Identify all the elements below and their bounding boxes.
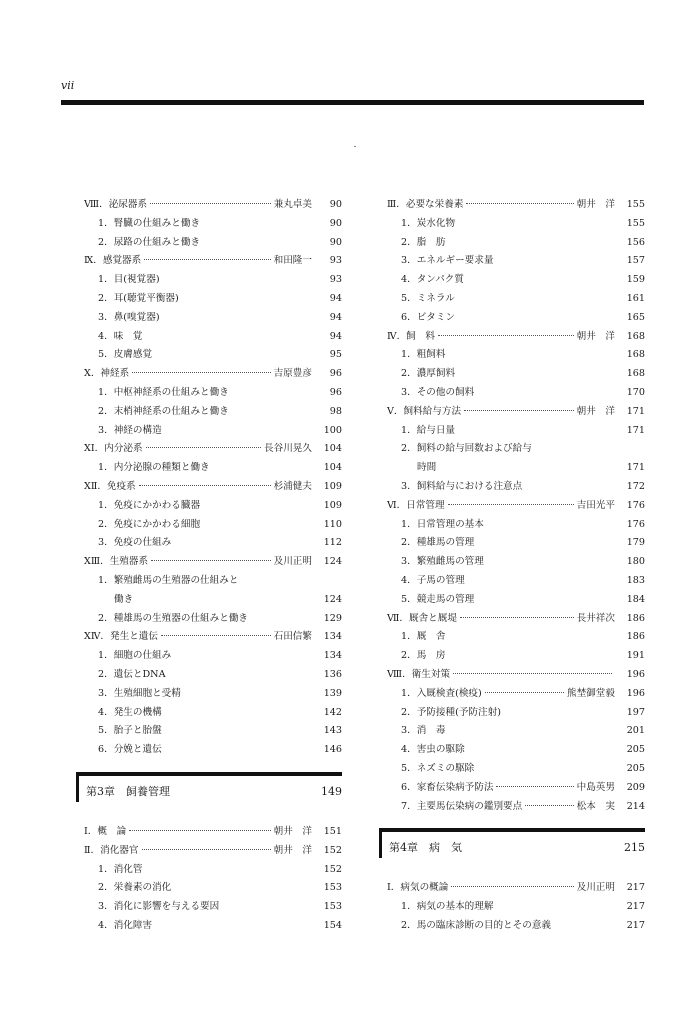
toc-entry-page: 134 (323, 650, 342, 662)
toc-entry-page: 191 (626, 650, 645, 662)
toc-item[interactable] (379, 365, 645, 384)
toc-item[interactable] (76, 647, 342, 666)
toc-entry-page: 90 (329, 217, 342, 229)
toc-item[interactable] (76, 610, 342, 629)
toc-entry-page: 153 (323, 882, 342, 894)
toc-item[interactable] (379, 898, 645, 917)
toc-entry-label: Ⅷ．泌尿器系 (84, 199, 148, 210)
toc-item[interactable] (379, 917, 645, 936)
toc-entry-label: 4．消化障害 (98, 919, 153, 931)
toc-entry-label: 7．主要馬伝染病の鑑別要点 (401, 800, 523, 812)
toc-item[interactable] (76, 685, 342, 704)
toc-entry-label: 2．馬の臨床診断の目的とその意義 (401, 919, 552, 931)
toc-entry-page: 168 (626, 349, 645, 361)
toc-entry-label: 1．腎臓の仕組みと働き (98, 217, 201, 229)
leader-dots (150, 203, 271, 204)
toc-section[interactable] (76, 252, 342, 271)
toc-item[interactable] (379, 553, 645, 572)
toc-section[interactable] (76, 823, 342, 842)
toc-entry-page: 196 (626, 687, 645, 699)
toc-item[interactable] (379, 384, 645, 403)
leader-dots (146, 447, 261, 448)
toc-entry-author: 及川正明 (576, 882, 615, 894)
toc-right-column (379, 196, 645, 936)
toc-entry-page: 172 (626, 480, 645, 492)
toc-entry-author: 及川正明 (273, 556, 312, 568)
chapter-rule (76, 772, 342, 776)
toc-item[interactable] (76, 861, 342, 880)
toc-entry-page: 155 (626, 217, 645, 229)
toc-entry-page: 165 (626, 311, 645, 323)
toc-item[interactable] (379, 234, 645, 253)
toc-entry-author: 吉原豊彦 (273, 368, 312, 380)
toc-entry-page: 96 (329, 368, 342, 380)
toc-entry-page: 143 (323, 725, 342, 737)
toc-entry-author: 熊埜御堂毅 (567, 687, 615, 699)
toc-entry-label: 1．入厩検査(検疫) (401, 687, 482, 699)
leader-dots (129, 830, 270, 831)
toc-item[interactable] (379, 591, 645, 610)
toc-entry-page: 153 (323, 901, 342, 913)
leader-dots (161, 635, 271, 636)
toc-entry-label: 4．害虫の駆除 (401, 744, 465, 756)
toc-entry-page: 217 (626, 919, 645, 931)
toc-entry-page: 112 (323, 537, 342, 549)
toc-item[interactable] (379, 704, 645, 723)
toc-entry-label: 5．ミネラル (401, 292, 455, 304)
toc-entry-page: 94 (329, 292, 342, 304)
leader-dots (142, 849, 271, 850)
toc-section[interactable] (379, 497, 645, 516)
leader-dots (139, 485, 271, 486)
toc-entry-author: 杉浦健夫 (273, 480, 312, 492)
toc-section[interactable] (379, 610, 645, 629)
toc-entry-page: 217 (626, 901, 645, 913)
toc-entry-label: 5．ネズミの駆除 (401, 762, 475, 774)
toc-item[interactable] (76, 741, 342, 760)
toc-section[interactable] (379, 879, 645, 898)
toc-entry-page: 179 (626, 537, 645, 549)
toc-entry-page: 168 (626, 368, 645, 380)
chapter-rule (379, 828, 645, 832)
toc-entry-page: 90 (329, 199, 342, 210)
toc-item[interactable] (76, 516, 342, 535)
toc-section[interactable] (76, 478, 342, 497)
toc-entry-page: 104 (323, 462, 342, 474)
toc-entry-label: 時間 (417, 462, 437, 474)
toc-entry-author: 朝井 洋 (273, 844, 312, 856)
toc-entry-label: Ⅹ．神経系 (84, 368, 130, 380)
toc-entry-page: 157 (626, 255, 645, 267)
toc-item[interactable] (76, 328, 342, 347)
toc-entry-label: 3．鼻(嗅覚器) (98, 311, 160, 323)
toc-entry-page: 104 (323, 443, 342, 455)
leader-dots (525, 805, 573, 806)
toc-item[interactable] (76, 497, 342, 516)
leader-dots (448, 504, 574, 505)
toc-entry-page: 168 (626, 330, 645, 342)
toc-entry-label: Ⅵ．日常管理 (387, 499, 445, 511)
toc-entry-label: 6．ビタミン (401, 311, 456, 323)
toc-item[interactable] (379, 779, 645, 798)
toc-item[interactable] (379, 215, 645, 234)
chapter-heading (76, 764, 342, 816)
toc-item[interactable] (76, 346, 342, 365)
toc-entry-page: 176 (626, 518, 645, 530)
toc-section[interactable] (379, 403, 645, 422)
toc-section[interactable] (76, 365, 342, 384)
toc-entry-label: 2．予防接種(予防注射) (401, 706, 501, 718)
toc-entry-page: 100 (323, 424, 342, 436)
toc-entry-page: 161 (626, 292, 645, 304)
toc-entry-label: 1．厩 舎 (401, 631, 446, 643)
toc-item[interactable] (379, 422, 645, 441)
toc-entry-label: 1．病気の基本的理解 (401, 901, 494, 913)
toc-entry-label: 2．飼料の給与回数および給与 (401, 443, 532, 455)
toc-item[interactable] (76, 271, 342, 290)
toc-section[interactable] (379, 666, 645, 685)
toc-entry-author: 朝井 洋 (576, 405, 615, 417)
leader-dots (496, 786, 573, 787)
toc-entry-author: 吉田光平 (576, 499, 615, 511)
toc-entry-label: 2．尿路の仕組みと働き (98, 236, 201, 248)
toc-entry-author: 松本 実 (576, 800, 615, 812)
toc-entry-page: 197 (626, 706, 645, 718)
toc-entry-label: Ⅳ．飼 料 (387, 330, 435, 342)
toc-entry-label: 1．炭水化物 (401, 217, 456, 229)
toc-entry-author: 兼丸卓美 (273, 199, 312, 210)
toc-entry-page: 124 (323, 593, 342, 605)
toc-entry-page: 96 (329, 386, 342, 398)
toc-entry-label: Ⅰ．病気の概論 (387, 882, 449, 894)
toc-entry-label: 3．消 毒 (401, 725, 446, 737)
toc-section[interactable] (76, 628, 342, 647)
toc-entry-label: 4．子馬の管理 (401, 574, 465, 586)
page-number: ⅶ (61, 79, 75, 92)
toc-entry-label: 3．エネルギー要求量 (401, 255, 494, 267)
toc-entry-label: 2．種雄馬の生殖器の仕組みと働き (98, 612, 249, 624)
toc-item[interactable] (76, 403, 342, 422)
toc-item[interactable] (76, 290, 342, 309)
toc-entry-label: 2．遺伝とDNA (98, 668, 166, 680)
toc-entry-page: 110 (323, 518, 342, 530)
toc-entry-label: ⅩⅢ．生殖器系 (84, 556, 149, 568)
chapter-page: 215 (624, 841, 645, 855)
chapter-side-rule (379, 828, 382, 858)
toc-item[interactable] (379, 685, 645, 704)
toc-entry-page: 109 (323, 480, 342, 492)
toc-entry-page: 94 (329, 311, 342, 323)
toc-entry-page: 205 (626, 744, 645, 756)
toc-entry-page: 93 (329, 274, 342, 286)
toc-entry-label: Ⅸ．感覚器系 (84, 255, 142, 267)
toc-entry-page: 136 (323, 668, 342, 680)
leader-dots (451, 886, 573, 887)
toc-item[interactable] (379, 252, 645, 271)
toc-item[interactable] (76, 591, 342, 610)
toc-entry-label: 2．栄養素の消化 (98, 882, 172, 894)
toc-entry-label: 6．分娩と遺伝 (98, 744, 162, 756)
toc-item[interactable] (76, 422, 342, 441)
leader-dots (464, 410, 574, 411)
toc-entry-label: 1．粗飼料 (401, 349, 446, 361)
toc-entry-page: 184 (626, 593, 645, 605)
toc-entry-label: 4．タンパク質 (401, 274, 464, 286)
toc-item[interactable] (379, 647, 645, 666)
toc-entry-label: 4．味 覚 (98, 330, 143, 342)
chapter-title: 第3章 飼養管理 (86, 784, 170, 798)
header-rule (61, 100, 644, 105)
toc-entry-label: 3．飼料給与における注意点 (401, 480, 523, 492)
toc-item[interactable] (76, 666, 342, 685)
toc-entry-label: 1．免疫にかかわる臓器 (98, 499, 201, 511)
toc-entry-page: 186 (626, 631, 645, 643)
toc-entry-page: 214 (626, 800, 645, 812)
toc-entry-page: 98 (329, 405, 342, 417)
toc-entry-author: 朝井 洋 (576, 199, 615, 210)
leader-dots (151, 560, 271, 561)
toc-section[interactable] (76, 196, 342, 215)
toc-entry-page: 152 (323, 863, 342, 875)
toc-entry-page: 176 (626, 499, 645, 511)
toc-entry-label: Ⅴ．飼料給与方法 (387, 405, 462, 417)
toc-item[interactable] (76, 898, 342, 917)
toc-item[interactable] (76, 917, 342, 936)
toc-entry-page: 142 (323, 706, 342, 718)
toc-item[interactable] (379, 741, 645, 760)
toc-entry-page: 171 (626, 405, 645, 417)
toc-entry-label: 2．耳(聴覚平衡器) (98, 292, 179, 304)
toc-entry-label: Ⅲ．必要な栄養素 (387, 199, 464, 210)
toc-item[interactable] (379, 440, 645, 459)
toc-item[interactable] (379, 346, 645, 365)
toc-entry-page: 124 (323, 556, 342, 568)
leader-dots (453, 673, 612, 674)
toc-entry-page: 90 (329, 236, 342, 248)
toc-item[interactable] (379, 760, 645, 779)
toc-entry-label: 3．生殖細胞と受精 (98, 687, 181, 699)
toc-entry-label: 1．給与日量 (401, 424, 456, 436)
toc-entry-author: 朝井 洋 (576, 330, 615, 342)
toc-entry-page: 146 (323, 744, 342, 756)
toc-entry-label: 3．免疫の仕組み (98, 537, 172, 549)
toc-entry-label: 5．胎子と胎盤 (98, 725, 162, 737)
toc-item[interactable] (379, 459, 645, 478)
printer-mark (354, 146, 356, 147)
toc-entry-label: 1．内分泌腺の種類と働き (98, 462, 210, 474)
toc-item[interactable] (379, 722, 645, 741)
toc-entry-label: ⅩⅣ．発生と遺伝 (84, 631, 158, 643)
chapter-title: 第4章 病 気 (389, 841, 462, 855)
toc-item[interactable] (76, 234, 342, 253)
toc-entry-label: 1．中枢神経系の仕組みと働き (98, 386, 229, 398)
toc-item[interactable] (379, 628, 645, 647)
toc-entry-label: 2．濃厚飼料 (401, 368, 456, 380)
toc-item[interactable] (379, 798, 645, 817)
toc-entry-author: 石田信繁 (273, 631, 312, 643)
toc-left-column (76, 196, 342, 936)
toc-entry-author: 和田隆一 (273, 255, 312, 267)
toc-item[interactable] (76, 215, 342, 234)
toc-entry-label: 1．消化管 (98, 863, 143, 875)
toc-entry-page: 156 (626, 236, 645, 248)
toc-item[interactable] (379, 572, 645, 591)
toc-entry-label: Ⅶ．厩舎と厩堤 (387, 612, 457, 624)
toc-entry-label: 5．競走馬の管理 (401, 593, 475, 605)
toc-entry-page: 205 (626, 762, 645, 774)
toc-entry-label: ⅩⅡ．免疫系 (84, 480, 136, 492)
toc-entry-page: 129 (323, 612, 342, 624)
leader-dots (460, 617, 574, 618)
toc-entry-page: 94 (329, 330, 342, 342)
toc-entry-page: 180 (626, 556, 645, 568)
toc-entry-label: 1．細胞の仕組み (98, 650, 172, 662)
toc-entry-label: 1．目(視覚器) (98, 274, 160, 286)
toc-item[interactable] (379, 516, 645, 535)
toc-section[interactable] (76, 553, 342, 572)
toc-entry-label: Ⅱ．消化器官 (84, 844, 139, 856)
chapter-heading (379, 820, 645, 872)
toc-entry-page: 95 (329, 349, 342, 361)
toc-entry-label: 2．馬 房 (401, 650, 446, 662)
toc-entry-page: 170 (626, 386, 645, 398)
toc-entry-page: 154 (323, 919, 342, 931)
toc-entry-author: 中島英男 (576, 781, 615, 793)
toc-entry-page: 139 (323, 687, 342, 699)
leader-dots (132, 372, 270, 373)
toc-entry-author: 朝井 洋 (273, 825, 312, 837)
leader-dots (466, 203, 573, 204)
leader-dots (144, 259, 270, 260)
toc-entry-label: Ⅰ．概 論 (84, 825, 127, 837)
toc-entry-label: 1．日常管理の基本 (401, 518, 484, 530)
toc-entry-label: Ⅷ．衛生対策 (387, 668, 451, 680)
toc-entry-label: 2．免疫にかかわる細胞 (98, 518, 201, 530)
toc-item[interactable] (76, 722, 342, 741)
toc-item[interactable] (76, 459, 342, 478)
toc-entry-page: 155 (626, 199, 645, 210)
toc-entry-label: 2．末梢神経系の仕組みと働き (98, 405, 229, 417)
toc-entry-page: 109 (323, 499, 342, 511)
toc-item[interactable] (379, 534, 645, 553)
toc-entry-page: 196 (626, 668, 645, 680)
toc-entry-page: 152 (323, 844, 342, 856)
toc-entry-label: 働き (114, 593, 134, 605)
toc-entry-label: 4．発生の機構 (98, 706, 162, 718)
toc-entry-label: 1．繁殖雌馬の生殖器の仕組みと (98, 574, 239, 586)
toc-item[interactable] (379, 309, 645, 328)
toc-entry-page: 151 (323, 825, 342, 837)
toc-item[interactable] (76, 534, 342, 553)
toc-item[interactable] (76, 309, 342, 328)
toc-item[interactable] (76, 384, 342, 403)
leader-dots (438, 335, 574, 336)
toc-entry-label: 2．種雄馬の管理 (401, 537, 475, 549)
toc-item[interactable] (76, 879, 342, 898)
toc-entry-page: 171 (626, 462, 645, 474)
toc-entry-page: 201 (626, 725, 645, 737)
toc-item[interactable] (379, 271, 645, 290)
toc-entry-label: 3．神経の構造 (98, 424, 162, 436)
toc-item[interactable] (379, 478, 645, 497)
toc-item[interactable] (76, 704, 342, 723)
toc-entry-author: 長井祥次 (576, 612, 615, 624)
toc-entry-label: 3．その他の飼料 (401, 386, 475, 398)
toc-entry-label: 3．消化に影響を与える要因 (98, 901, 220, 913)
toc-entry-page: 186 (626, 612, 645, 624)
toc-item[interactable] (76, 572, 342, 591)
toc-item[interactable] (379, 290, 645, 309)
toc-section[interactable] (379, 328, 645, 347)
toc-entry-page: 159 (626, 274, 645, 286)
toc-entry-page: 183 (626, 574, 645, 586)
toc-entry-page: 134 (323, 631, 342, 643)
toc-entry-label: 5．皮膚感覚 (98, 349, 153, 361)
toc-entry-label: 3．繁殖雌馬の管理 (401, 556, 484, 568)
toc-section[interactable] (76, 440, 342, 459)
toc-entry-label: 2．脂 肪 (401, 236, 446, 248)
toc-entry-label: ⅩⅠ．内分泌系 (84, 443, 143, 455)
leader-dots (485, 692, 564, 693)
toc-section[interactable] (76, 842, 342, 861)
chapter-page: 149 (321, 784, 342, 798)
toc-entry-page: 217 (626, 882, 645, 894)
toc-entry-author: 長谷川晃久 (264, 443, 312, 455)
chapter-side-rule (76, 772, 79, 802)
toc-entry-page: 209 (626, 781, 645, 793)
toc-entry-page: 171 (626, 424, 645, 436)
toc-entry-page: 93 (329, 255, 342, 267)
toc-entry-label: 6．家畜伝染病予防法 (401, 781, 494, 793)
toc-section[interactable] (379, 196, 645, 215)
